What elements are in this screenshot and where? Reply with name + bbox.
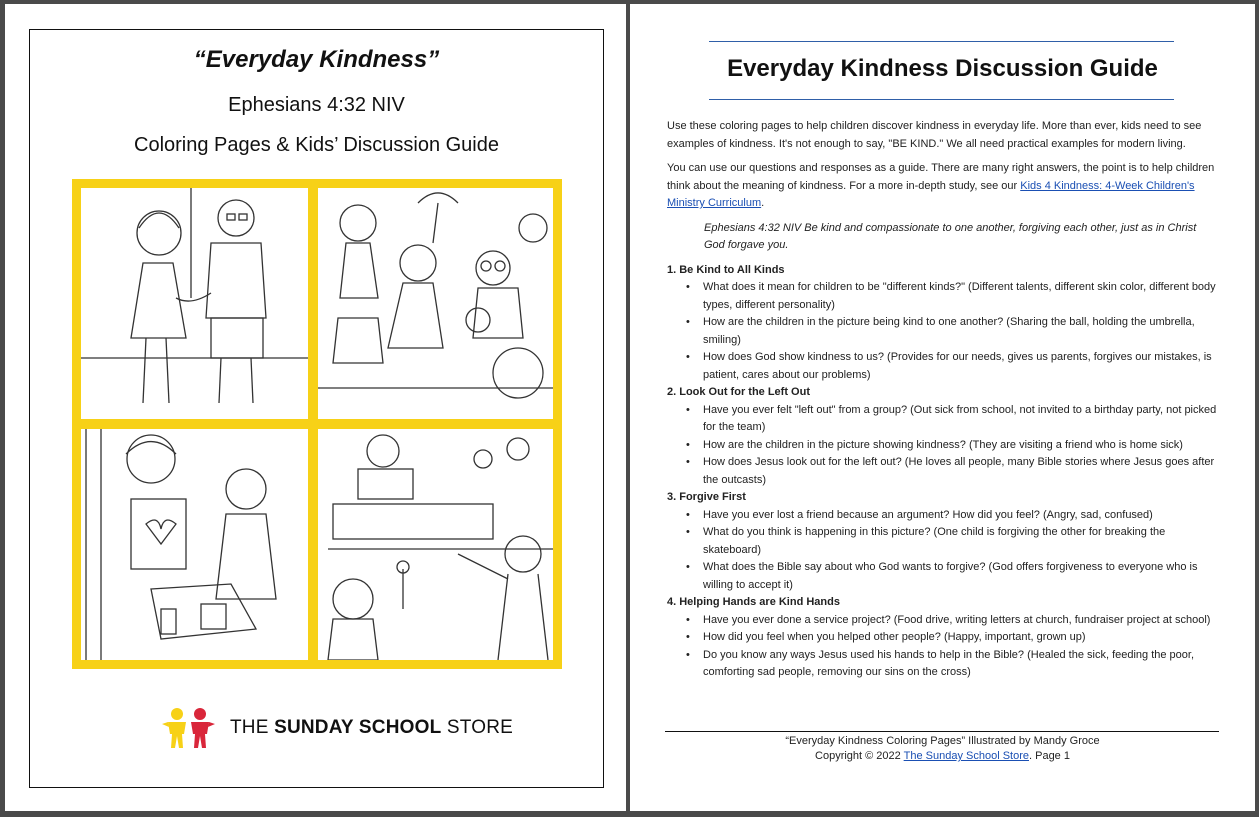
kids-logo-icon (160, 707, 220, 749)
list-item: • Do you know any ways Jesus used his hands to help in the Bible? (Healed the sick, feeding the poor, comforting sad people, removing our sins on the cross) (703, 647, 1219, 682)
list-item: • Have you ever felt "left out" from a group? (Out sick from school, not invited to a birthday party, not picked for the team) (703, 402, 1219, 437)
cover-frame (29, 29, 604, 788)
cover-scripture: Ephesians 4:32 NIV (228, 94, 405, 116)
list-item: • How are the children in the picture showing kindness? (They are visiting a friend who is home sick) (703, 437, 1219, 455)
list-item: • How did you feel when you helped other people? (Happy, important, grown up) (703, 629, 1219, 647)
title-bottom-rule (709, 99, 1174, 100)
question-list (667, 279, 1219, 384)
list-item: • What does it mean for children to be "different kinds?" (Different talents, different skin color, different body types, different personality) (703, 279, 1219, 314)
coloring-illustration-wheelchair (318, 188, 553, 419)
brand-name: THE SUNDAY SCHOOL STORE (230, 717, 513, 738)
section-heading: 1. Be Kind to All Kinds (667, 263, 785, 276)
cover-page (5, 4, 626, 811)
section-heading: 3. Forgive First (667, 491, 746, 503)
list-item: • What does the Bible say about who God wants to forgive? (God offers forgiveness to everyone who is willing to accept it) (703, 559, 1219, 594)
intro-paragraph-2: You can use our questions and responses as a guide. There are many right answers, the point is to help children think about the meaning of kindness. For a more in-depth study, see our Kids 4 Kindness: 4-Week Children's Ministry Curriculum. (667, 162, 1215, 209)
title-top-rule (709, 41, 1174, 42)
list-item: • Have you ever lost a friend because an argument? How did you feel? (Angry, sad, confused) (703, 507, 1219, 525)
intro-paragraph-1: Use these coloring pages to help children discover kindness in everyday life. More than ever, kids need to see examples of kindness. It's not enough to say, "BE KIND." We all need practical examples for modern living. (667, 120, 1202, 150)
section-heading: 4. Helping Hands are Kind Hands (667, 596, 840, 608)
list-item: • What do you think is happening in this picture? (One child is forgiving the other for breaking the skateboard) (703, 524, 1219, 559)
coloring-illustration-donation-box (81, 429, 308, 660)
coloring-illustration-handshake (81, 188, 308, 419)
coloring-page-grid (72, 179, 562, 669)
scripture-verse: Ephesians 4:32 NIV Be kind and compassionate to one another, forgiving each other, just as in Christ God forgave you. (704, 221, 1197, 251)
list-item: • How are the children in the picture being kind to one another? (Sharing the ball, holding the umbrella, smiling) (703, 314, 1219, 349)
list-item: • How does Jesus look out for the left out? (He loves all people, many Bible stories where Jesus goes after the outcasts) (703, 454, 1219, 489)
question-list (667, 402, 1219, 490)
footer-copyright: Copyright © 2022 The Sunday School Store. Page 1 (815, 750, 1070, 762)
curriculum-link[interactable]: Kids 4 Kindness: 4-Week Children's Ministry Curriculum (667, 179, 1195, 209)
question-list (667, 507, 1219, 595)
list-item: • Have you ever done a service project? (Food drive, writing letters at church, fundraiser project at school) (703, 612, 1219, 630)
cover-title: “Everyday Kindness” (193, 46, 440, 73)
footer-rule (665, 731, 1219, 732)
cover-subtitle: Coloring Pages & Kids’ Discussion Guide (134, 134, 499, 156)
guide-page (630, 4, 1255, 811)
question-list (667, 612, 1219, 682)
list-item: • How does God show kindness to us? (Provides for our needs, gives us parents, forgives our mistakes, is patient, cares about our problems) (703, 349, 1219, 384)
store-link[interactable]: The Sunday School Store (903, 750, 1029, 762)
guide-title: Everyday Kindness Discussion Guide (727, 55, 1158, 82)
coloring-illustration-skateboard (318, 429, 553, 660)
sunday-school-store-logo (160, 707, 513, 749)
section-heading: 2. Look Out for the Left Out (667, 386, 810, 398)
guide-body (667, 118, 1219, 682)
footer-credit: “Everyday Kindness Coloring Pages” Illustrated by Mandy Groce (785, 735, 1100, 747)
